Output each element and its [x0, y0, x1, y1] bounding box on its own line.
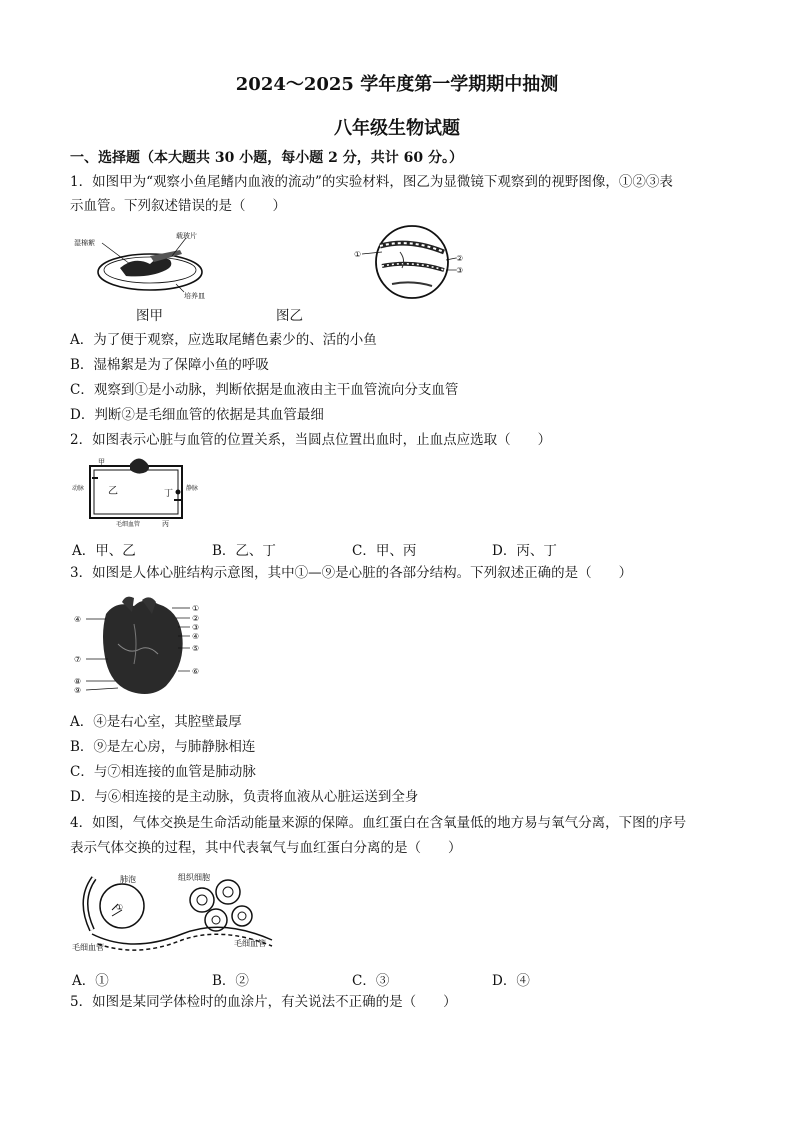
- q3-mark-5: ⑤: [192, 644, 200, 653]
- q1-mark-3: ③: [456, 266, 464, 275]
- q1-stem-line1: 1．如图甲为“观察小鱼尾鳍内血液的流动”的实验材料，图乙为显微镜下观察到的视野图像，①②③表: [70, 174, 673, 190]
- q2-option-b: B．乙、丁: [212, 543, 276, 559]
- q4-stem-line2: 表示气体交换的过程，其中代表氧气与血红蛋白分离的是（ ）: [70, 840, 462, 856]
- q1-option-d: D．判断②是毛细血管的依据是其血管最细: [70, 407, 324, 423]
- q2-label-artery: 动脉: [72, 485, 85, 492]
- q3-mark-9: ⑨: [74, 686, 82, 695]
- q3-mark-7: ⑦: [74, 655, 82, 664]
- q3-heart-figure: [72, 594, 212, 700]
- q1-option-b: B．湿棉絮是为了保障小鱼的呼吸: [70, 357, 269, 373]
- q2-option-d: D．丙、丁: [492, 543, 557, 559]
- q2-stem: 2．如图表示心脏与血管的位置关系，当圆点位置出血时，止血点应选取（ ）: [70, 432, 552, 448]
- q3-option-b: B．⑨是左心房，与肺静脉相连: [70, 739, 256, 755]
- q1-figure-b: [352, 222, 464, 302]
- q3-mark-4l: ④: [74, 615, 82, 624]
- exam-title: 2024～2025 学年度第一学期期中抽测: [235, 74, 559, 95]
- q3-mark-4r: ④: [192, 632, 200, 641]
- q1-figure-a-caption: 图甲: [136, 308, 163, 324]
- q1-option-a: A．为了便于观察，应选取尾鳍色素少的、活的小鱼: [70, 332, 377, 348]
- q4-option-d: D．④: [492, 973, 530, 989]
- q3-option-c: C．与⑦相连接的血管是肺动脉: [70, 764, 256, 780]
- q2-label-ding: 丁: [164, 489, 174, 499]
- q3-mark-8: ⑧: [74, 677, 82, 686]
- label-dish: 培养皿: [184, 292, 205, 300]
- svg-text:①: ①: [116, 903, 124, 912]
- q4-stem-line1: 4．如图，气体交换是生命活动能量来源的保障。血红蛋白在含氧量低的地方易与氧气分离，下图的序号: [70, 815, 687, 831]
- section-heading: 一、选择题（本大题共 30 小题，每小题 2 分，共计 60 分。）: [70, 150, 463, 166]
- q4-label-tissue: 组织细胞: [178, 873, 210, 882]
- q1-figure-b-caption: 图乙: [276, 308, 303, 324]
- q5-stem: 5．如图是某同学体检时的血涂片，有关说法不正确的是（ ）: [70, 994, 457, 1010]
- q4-option-c: C．③: [352, 973, 390, 989]
- q4-label-cap-right: 毛细血管: [234, 939, 266, 948]
- q1-mark-2: ②: [456, 254, 464, 263]
- q3-mark-3: ③: [192, 623, 200, 632]
- q2-label-jia: 甲: [98, 458, 105, 466]
- q3-mark-2: ②: [192, 614, 200, 623]
- q2-label-yi: 乙: [108, 486, 118, 497]
- q2-option-c: C．甲、丙: [352, 543, 417, 559]
- q3-stem: 3．如图是人体心脏结构示意图，其中①—⑨是心脏的各部分结构。下列叙述正确的是（ ）: [70, 565, 633, 581]
- q3-option-a: A．④是右心室，其腔壁最厚: [70, 714, 242, 730]
- q2-label-bing: 丙: [162, 520, 169, 528]
- q2-label-capillary: 毛细血管: [116, 521, 141, 528]
- q4-figure: [72, 870, 282, 952]
- q2-figure: [72, 456, 202, 528]
- q4-label-alveolus: 肺泡: [120, 875, 136, 884]
- label-slide: 载玻片: [176, 232, 197, 240]
- q3-mark-6: ⑥: [192, 667, 200, 676]
- q3-option-d: D．与⑥相连接的是主动脉，负责将血液从心脏运送到全身: [70, 789, 419, 805]
- q4-label-cap-left: 毛细血管: [72, 943, 104, 952]
- q3-mark-1: ①: [192, 604, 200, 613]
- label-cotton: 湿棉絮: [74, 239, 95, 247]
- q2-option-a: A．甲、乙: [72, 543, 136, 559]
- q1-stem-line2: 示血管。下列叙述错误的是（ ）: [70, 198, 286, 214]
- q1-figure-a: [72, 228, 222, 300]
- q4-option-a: A．①: [72, 973, 109, 989]
- q1-mark-1: ①: [354, 250, 362, 259]
- q4-option-b: B．②: [212, 973, 249, 989]
- q2-label-vein: 静脉: [186, 485, 199, 492]
- exam-subtitle: 八年级生物试题: [334, 118, 460, 139]
- q1-option-c: C．观察到①是小动脉，判断依据是血液由主干血管流向分支血管: [70, 382, 459, 398]
